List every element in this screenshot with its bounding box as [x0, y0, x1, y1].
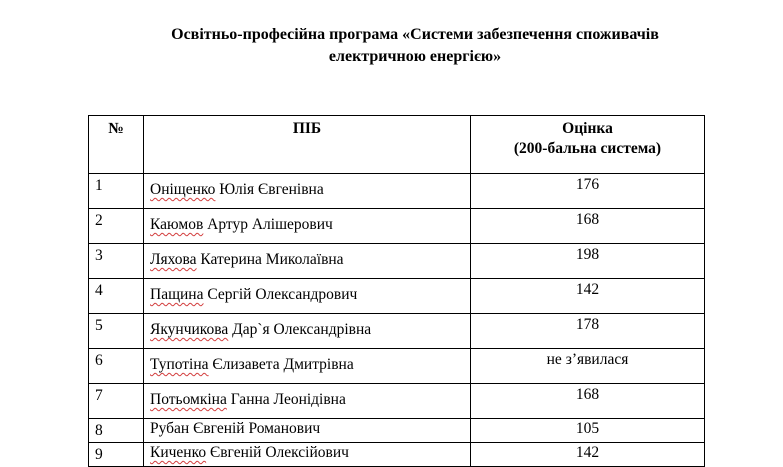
row-score: 168	[471, 384, 705, 419]
document-title-line-1: Освітньо-професійна програма «Системи забезпечення споживачів	[171, 26, 659, 43]
row-name	[144, 279, 471, 314]
row-surname: Якунчикова	[150, 321, 229, 338]
row-name	[144, 419, 471, 443]
table-row	[89, 314, 705, 349]
row-score: 142	[471, 443, 705, 467]
row-name	[144, 244, 471, 279]
header-number: №	[89, 116, 144, 174]
row-number: 2	[89, 209, 144, 244]
row-score: 198	[471, 244, 705, 279]
row-name	[144, 174, 471, 209]
row-number: 7	[89, 384, 144, 419]
table-row	[89, 349, 705, 384]
row-number: 9	[89, 443, 144, 467]
row-given-names: Єлизавета Дмитрівна	[208, 356, 354, 373]
row-name	[144, 443, 471, 467]
row-score: 176	[471, 174, 705, 209]
results-table	[88, 115, 705, 467]
row-number: 6	[89, 349, 144, 384]
row-given-names: Катерина Миколаївна	[196, 251, 344, 268]
row-number: 3	[89, 244, 144, 279]
row-score: 105	[471, 419, 705, 443]
row-name	[144, 384, 471, 419]
table-row	[89, 244, 705, 279]
row-surname: Потьомкіна	[150, 391, 227, 408]
document-title	[60, 24, 770, 68]
table-row	[89, 174, 705, 209]
row-surname: Пащина	[150, 286, 204, 303]
header-score	[471, 116, 705, 174]
row-surname: Тупотіна	[150, 356, 209, 373]
row-name	[144, 349, 471, 384]
row-score: 168	[471, 209, 705, 244]
row-score: 142	[471, 279, 705, 314]
row-surname: Ляхова	[150, 251, 197, 268]
row-name	[144, 209, 471, 244]
header-score-line-1: Оцінка	[562, 120, 613, 137]
row-given-names: Юлія Євгенівна	[215, 181, 324, 198]
row-name	[144, 314, 471, 349]
table-row	[89, 419, 705, 443]
row-given-names: Євгеній Олексійович	[206, 444, 349, 461]
header-score-line-2: (200-бальна система)	[513, 140, 662, 157]
row-surname: Рубан	[150, 420, 190, 437]
table-row	[89, 384, 705, 419]
document-title-line-2: електричною енергією»	[328, 48, 502, 65]
table-header-row	[89, 116, 705, 174]
row-given-names: Сергій Олександрович	[203, 286, 358, 303]
table-row	[89, 209, 705, 244]
table-row	[89, 443, 705, 467]
row-given-names: Ганна Леонідівна	[226, 391, 346, 408]
row-surname: Оніщенко	[150, 181, 216, 198]
row-number: 1	[89, 174, 144, 209]
row-score: не з’явилася	[471, 349, 705, 384]
row-given-names: Євгеній Романович	[189, 420, 321, 437]
row-number: 8	[89, 419, 144, 443]
row-surname: Каюмов	[150, 216, 204, 233]
row-surname: Киченко	[150, 444, 207, 461]
header-name: ПІБ	[144, 116, 471, 174]
row-number: 4	[89, 279, 144, 314]
row-number: 5	[89, 314, 144, 349]
row-given-names: Дар`я Олександрівна	[228, 321, 372, 338]
row-given-names: Артур Алішерович	[203, 216, 333, 233]
row-score: 178	[471, 314, 705, 349]
table-row	[89, 279, 705, 314]
